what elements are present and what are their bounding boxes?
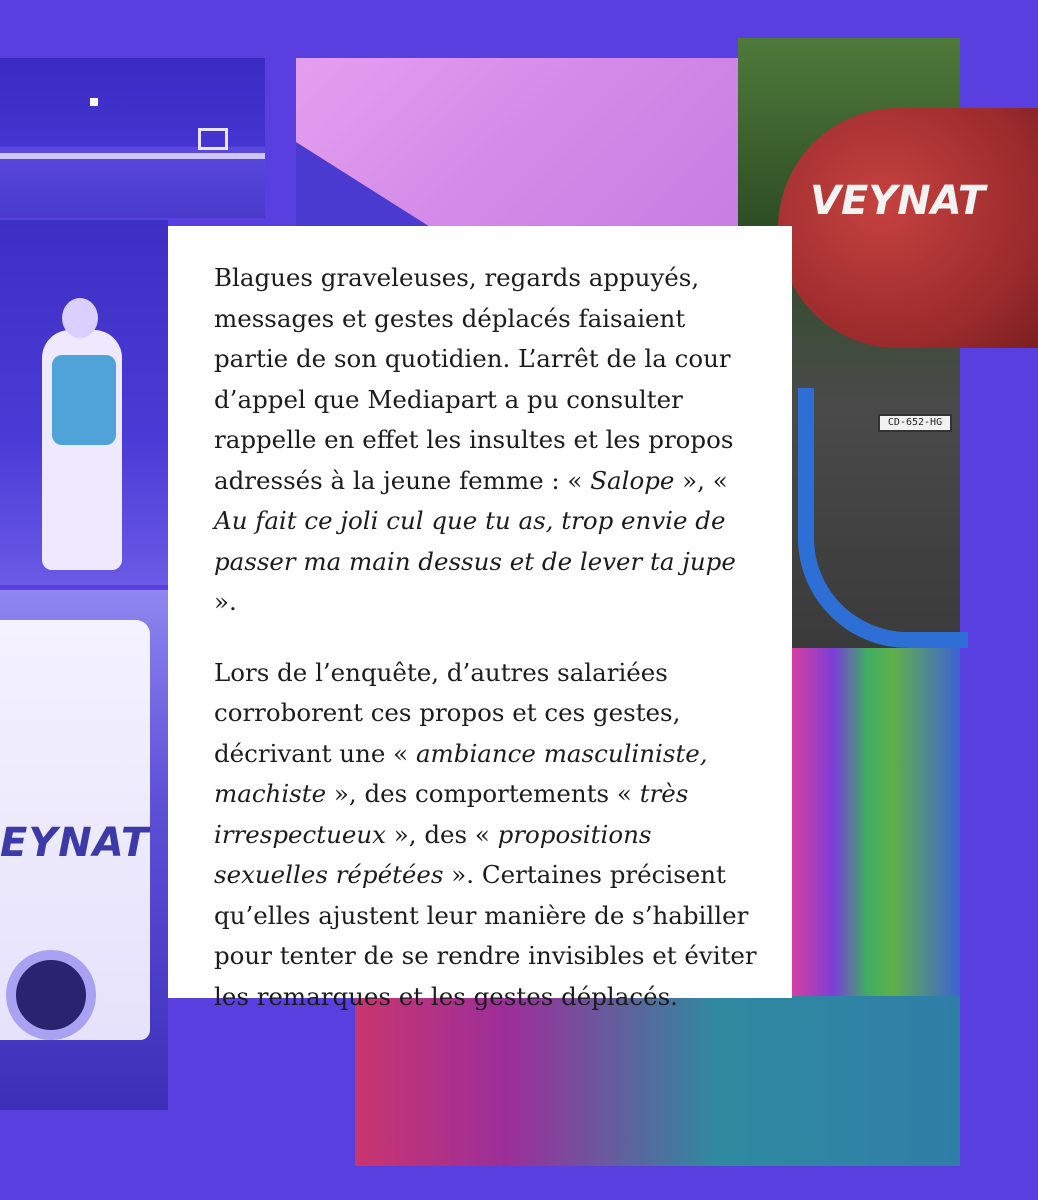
article-text-card <box>168 226 792 1011</box>
p1-text2: », « <box>674 465 728 495</box>
p1-quote2: Au fait ce joli cul que tu as, trop envie de passer ma main dessus et de lever ta jupe <box>214 506 736 576</box>
p2-text2: », des comportements « <box>326 779 640 808</box>
roof-photo <box>296 58 738 226</box>
p2-text3: », des « <box>385 819 498 849</box>
safety-vest <box>52 355 116 445</box>
tanker-logo: VEYNAT <box>810 178 986 224</box>
license-plate: CD-652-HG <box>878 414 952 432</box>
building-photo <box>0 58 265 218</box>
truck-wheel <box>6 950 96 1040</box>
truck-logo: EYNAT <box>0 820 150 866</box>
pink-sky <box>296 58 738 226</box>
color-photo-bottom <box>355 996 960 1166</box>
article-paragraph-1 <box>214 258 764 623</box>
p2-quote2: très irrespectueux <box>214 779 689 849</box>
p1-text1: Blagues graveleuses, regards appuyés, messages et gestes déplacés faisaient partie de son quotidien. L’arrêt de la cour d’appel que Mediapart a pu consulter rappelle en effet les insultes et les propos adressés à la jeune femme : « <box>214 263 734 495</box>
p2-text1: Lors de l’enquête, d’autres salariées corroborent ces propos et ces gestes, décrivant une « <box>214 657 681 768</box>
building-sign <box>198 128 228 150</box>
p2-quote3: propositions sexuelles répétées <box>214 819 652 889</box>
p1-quote1: Salope <box>590 465 675 495</box>
worker-head <box>62 298 98 338</box>
article-paragraph-2 <box>214 653 764 1018</box>
p2-quote1: ambiance masculiniste, machiste <box>214 738 708 808</box>
red-tank <box>778 108 1038 348</box>
p2-text4: ». Certaines précisent qu’elles ajustent leur manière de s’habiller pour tenter de se rendre invisibles et éviter les remarques et les gestes déplacés. <box>214 860 757 1011</box>
workers-photo <box>0 220 168 585</box>
building-light <box>90 98 98 106</box>
truck-photo <box>0 590 168 1110</box>
building-stripe <box>0 153 265 159</box>
p1-text3: ». <box>214 587 237 616</box>
